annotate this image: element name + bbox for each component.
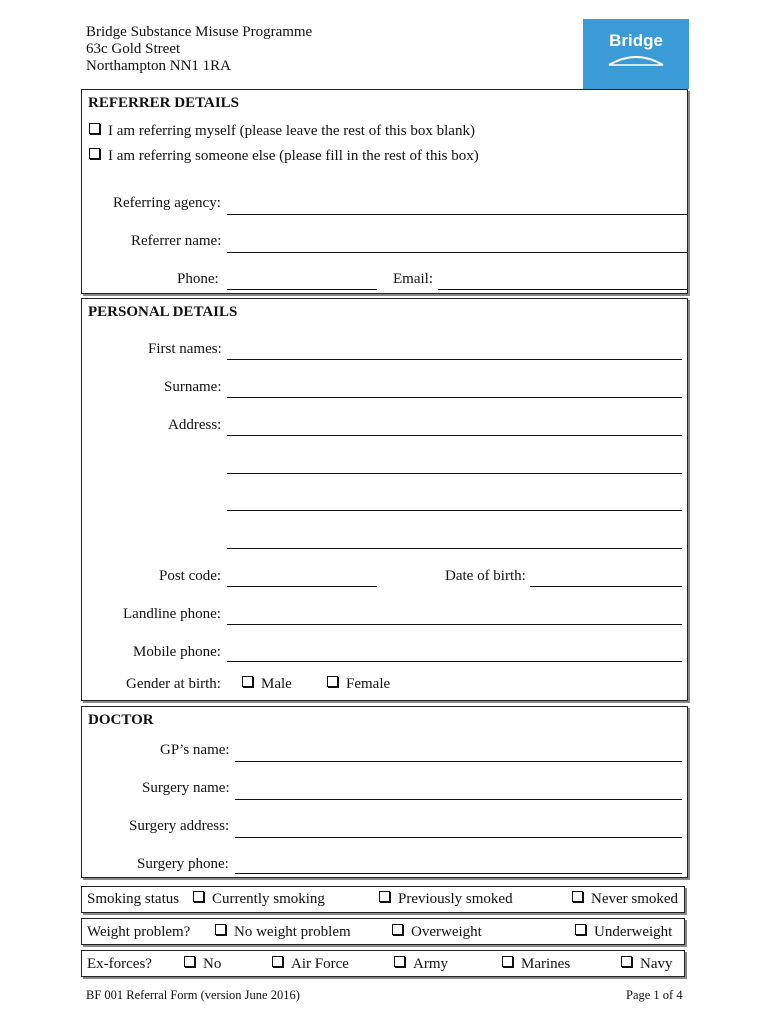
page-number: Page 1 of 4 [626, 988, 683, 1002]
forces-army-option[interactable] [394, 956, 448, 973]
first-names-label: First names: [148, 341, 222, 357]
surgery-address-label: Surgery address: [129, 818, 230, 834]
referring-agency-label: Referring agency: [113, 195, 221, 211]
referrer-name-field[interactable] [227, 252, 687, 253]
smoking-previous-option[interactable] [379, 891, 513, 908]
weight-under-option[interactable] [575, 924, 672, 941]
referrer-email-field[interactable] [438, 289, 687, 290]
referrer-email-label: Email: [393, 271, 433, 287]
checkbox-icon[interactable] [621, 956, 632, 967]
checkbox-icon[interactable] [89, 123, 100, 134]
landline-label: Landline phone: [123, 606, 221, 622]
gender-label: Gender at birth: [126, 676, 221, 692]
surgery-phone-field[interactable] [235, 873, 682, 874]
checkbox-icon[interactable] [215, 924, 226, 935]
gender-female-option[interactable] [327, 676, 390, 693]
smoking-never-option[interactable] [572, 891, 678, 908]
weight-none-label: No weight problem [234, 924, 351, 940]
dob-field[interactable] [530, 586, 682, 587]
surgery-phone-label: Surgery phone: [137, 856, 229, 872]
surname-field[interactable] [227, 397, 682, 398]
checkbox-icon[interactable] [575, 924, 586, 935]
forces-airforce-option[interactable] [272, 956, 349, 973]
checkbox-icon[interactable] [392, 924, 403, 935]
forces-navy-option[interactable] [621, 956, 673, 973]
gender-male-option[interactable] [242, 676, 292, 693]
smoking-current-option[interactable] [193, 891, 325, 908]
referrer-phone-field[interactable] [227, 289, 377, 290]
checkbox-icon[interactable] [184, 956, 195, 967]
checkbox-icon[interactable] [327, 676, 338, 687]
forces-marines-option[interactable] [502, 956, 570, 973]
mobile-field[interactable] [227, 661, 682, 662]
weight-over-label: Overweight [411, 924, 482, 940]
referring-agency-field[interactable] [227, 214, 687, 215]
doctor-section-title: DOCTOR [88, 712, 154, 728]
org-name: Bridge Substance Misuse Programme [86, 24, 313, 40]
referrer-phone-label: Phone: [177, 271, 219, 287]
gender-male-label: Male [261, 676, 292, 692]
weight-problem-row [81, 918, 685, 945]
surname-label: Surname: [164, 379, 222, 395]
smoking-status-row [81, 886, 685, 913]
address-field-line1[interactable] [227, 435, 682, 436]
checkbox-icon[interactable] [242, 676, 253, 687]
personal-details-section [81, 298, 688, 701]
forces-airforce-label: Air Force [291, 956, 349, 972]
dob-label: Date of birth: [445, 568, 526, 584]
smoking-never-label: Never smoked [591, 891, 679, 907]
forces-navy-label: Navy [640, 956, 673, 972]
doctor-section [81, 706, 688, 878]
landline-field[interactable] [227, 624, 682, 625]
weight-under-label: Underweight [594, 924, 673, 940]
forces-army-label: Army [413, 956, 448, 972]
surgery-address-field[interactable] [235, 837, 682, 838]
surgery-name-label: Surgery name: [142, 780, 230, 796]
org-address-line1: 63c Gold Street [86, 41, 181, 57]
mobile-label: Mobile phone: [133, 644, 221, 660]
form-id: BF 001 Referral Form (version June 2016) [86, 988, 300, 1002]
address-label: Address: [168, 417, 222, 433]
checkbox-icon[interactable] [502, 956, 513, 967]
ex-forces-row [81, 950, 685, 977]
smoking-previous-label: Previously smoked [398, 891, 513, 907]
forces-marines-label: Marines [521, 956, 571, 972]
forces-no-option[interactable] [184, 956, 221, 973]
address-field-line3[interactable] [227, 510, 682, 511]
forces-no-label: No [203, 956, 222, 972]
refer-self-label: I am referring myself (please leave the rest of this box blank) [108, 123, 475, 139]
personal-section-title: PERSONAL DETAILS [88, 304, 238, 320]
checkbox-icon[interactable] [193, 891, 204, 902]
gp-name-field[interactable] [235, 761, 682, 762]
org-address-line2: Northampton NN1 1RA [86, 58, 231, 74]
refer-other-label: I am referring someone else (please fill in the rest of this box) [108, 148, 479, 164]
checkbox-icon[interactable] [89, 148, 100, 159]
smoking-status-label: Smoking status [87, 891, 180, 907]
surgery-name-field[interactable] [235, 799, 682, 800]
ex-forces-label: Ex-forces? [87, 956, 152, 972]
refer-other-option[interactable] [89, 148, 479, 165]
weight-problem-label: Weight problem? [87, 924, 191, 940]
logo-text: Bridge [609, 31, 663, 50]
postcode-field[interactable] [227, 586, 377, 587]
checkbox-icon[interactable] [379, 891, 390, 902]
address-field-line4[interactable] [227, 548, 682, 549]
gender-female-label: Female [346, 676, 391, 692]
checkbox-icon[interactable] [394, 956, 405, 967]
checkbox-icon[interactable] [272, 956, 283, 967]
address-field-line2[interactable] [227, 473, 682, 474]
bridge-arch-icon [607, 53, 665, 67]
referrer-name-label: Referrer name: [131, 233, 222, 249]
weight-none-option[interactable] [215, 924, 351, 941]
smoking-current-label: Currently smoking [212, 891, 325, 907]
postcode-label: Post code: [159, 568, 222, 584]
first-names-field[interactable] [227, 359, 682, 360]
gp-name-label: GP’s name: [160, 742, 230, 758]
bridge-logo [583, 19, 689, 89]
referrer-details-section [81, 89, 688, 294]
referrer-section-title: REFERRER DETAILS [88, 95, 240, 111]
checkbox-icon[interactable] [572, 891, 583, 902]
refer-self-option[interactable] [89, 123, 475, 140]
weight-over-option[interactable] [392, 924, 482, 941]
